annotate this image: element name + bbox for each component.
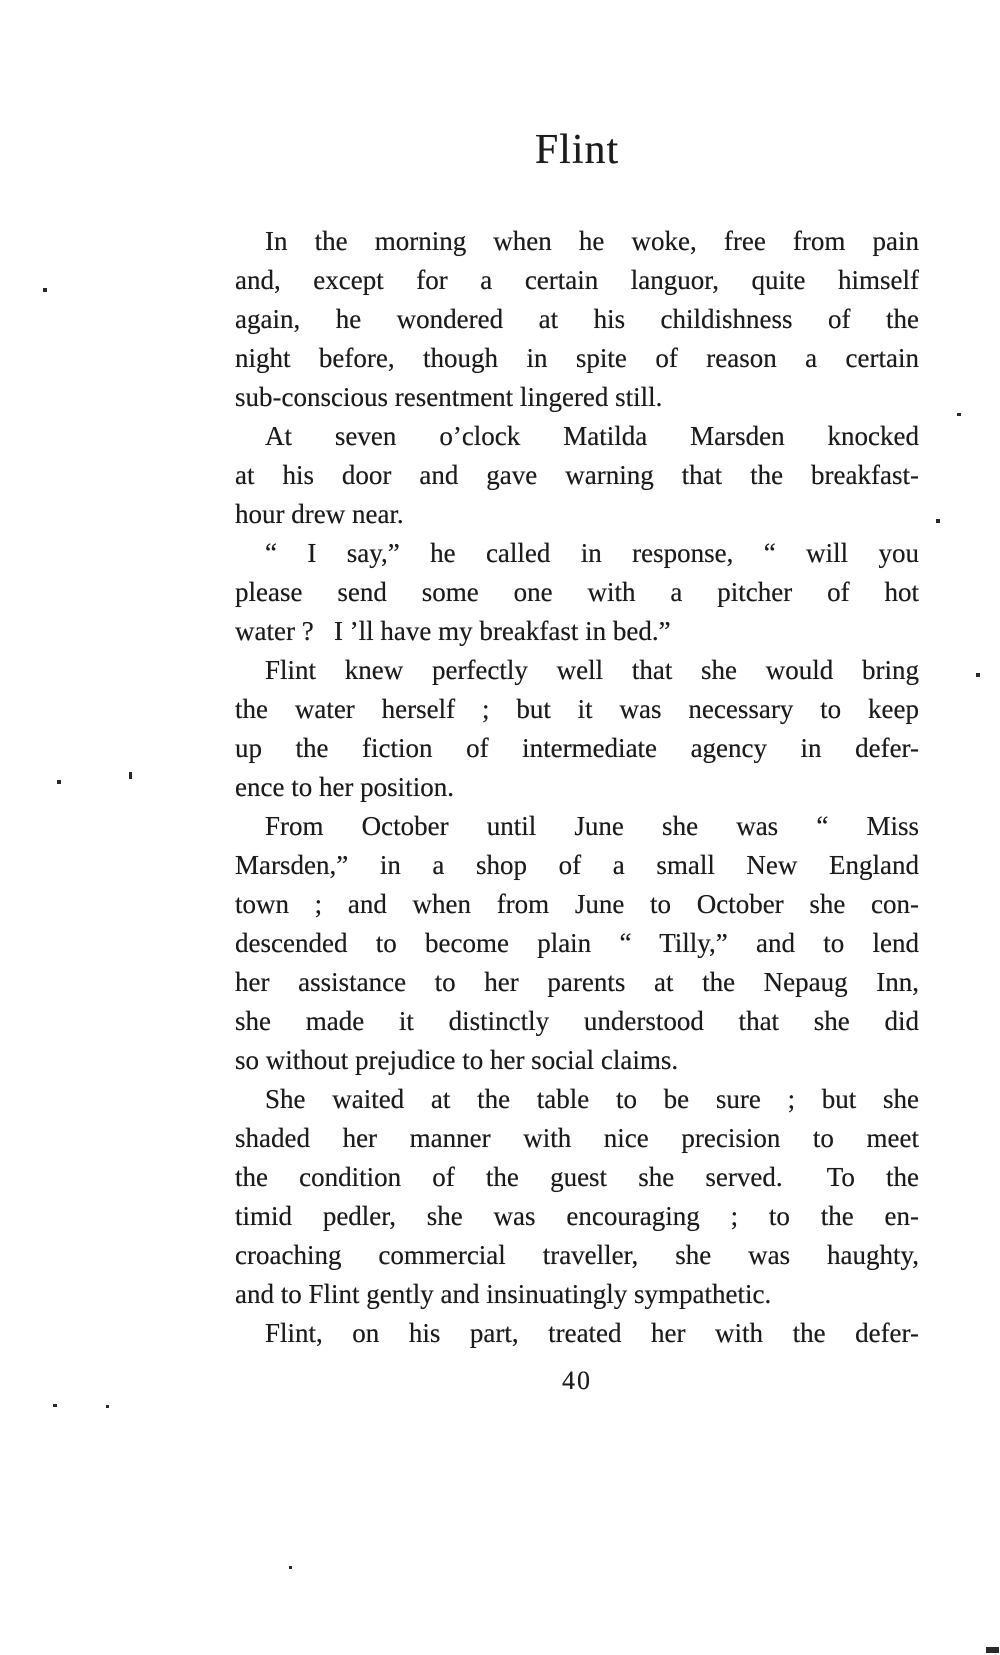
text-line: water ? I ’ll have my breakfast in bed.” <box>235 616 671 646</box>
scan-speck <box>936 519 940 523</box>
scan-speck <box>957 413 961 416</box>
page-number: 40 <box>562 1366 592 1395</box>
text-line: In the morning when he woke, free from pain <box>265 226 919 256</box>
text-line: Marsden,” in a shop of a small New England <box>235 850 919 880</box>
text-line: she made it distinctly understood that she did <box>235 1006 919 1036</box>
text-line: town ; and when from June to October she con- <box>235 889 919 919</box>
text-line: night before, though in spite of reason a certain <box>235 343 919 373</box>
scan-speck <box>43 288 47 292</box>
text-line: up the fiction of intermediate agency in defer- <box>235 733 919 763</box>
scan-speck <box>289 1566 292 1569</box>
text-line: croaching commercial traveller, she was haughty, <box>235 1240 919 1270</box>
text-line: hour drew near. <box>235 499 404 529</box>
scan-speck <box>986 1647 999 1653</box>
text-line: at his door and gave warning that the breakfast- <box>235 460 919 490</box>
text-line: ence to her position. <box>235 772 454 802</box>
text-line: again, he wondered at his childishness of the <box>235 304 919 334</box>
scan-speck <box>129 772 132 779</box>
scan-speck <box>106 1405 109 1408</box>
text-line: descended to become plain “ Tilly,” and to lend <box>235 928 919 958</box>
text-line: so without prejudice to her social claims. <box>235 1045 679 1075</box>
text-line: From October until June she was “ Miss <box>265 811 919 841</box>
text-line: please send some one with a pitcher of hot <box>235 577 919 607</box>
body-text <box>235 222 919 1353</box>
text-line: and to Flint gently and insinuatingly sympathetic. <box>235 1279 772 1309</box>
text-line: her assistance to her parents at the Nepaug Inn, <box>235 967 919 997</box>
text-line: sub-conscious resentment lingered still. <box>235 382 663 412</box>
text-line: the condition of the guest she served. To the <box>235 1162 919 1192</box>
text-line: the water herself ; but it was necessary to keep <box>235 694 919 724</box>
text-line: Flint knew perfectly well that she would bring <box>265 655 919 685</box>
text-line: shaded her manner with nice precision to meet <box>235 1123 919 1153</box>
text-line: “ I say,” he called in response, “ will you <box>265 538 919 568</box>
page-title: Flint <box>534 127 620 173</box>
text-line: At seven o’clock Matilda Marsden knocked <box>265 421 919 451</box>
scan-speck <box>53 1404 57 1407</box>
text-line: timid pedler, she was encouraging ; to the en- <box>235 1201 919 1231</box>
text-line: Flint, on his part, treated her with the defer- <box>265 1318 919 1348</box>
scan-speck <box>976 673 980 677</box>
text-line: She waited at the table to be sure ; but she <box>265 1084 919 1114</box>
scan-speck <box>57 780 61 784</box>
text-line: and, except for a certain languor, quite himself <box>235 265 919 295</box>
